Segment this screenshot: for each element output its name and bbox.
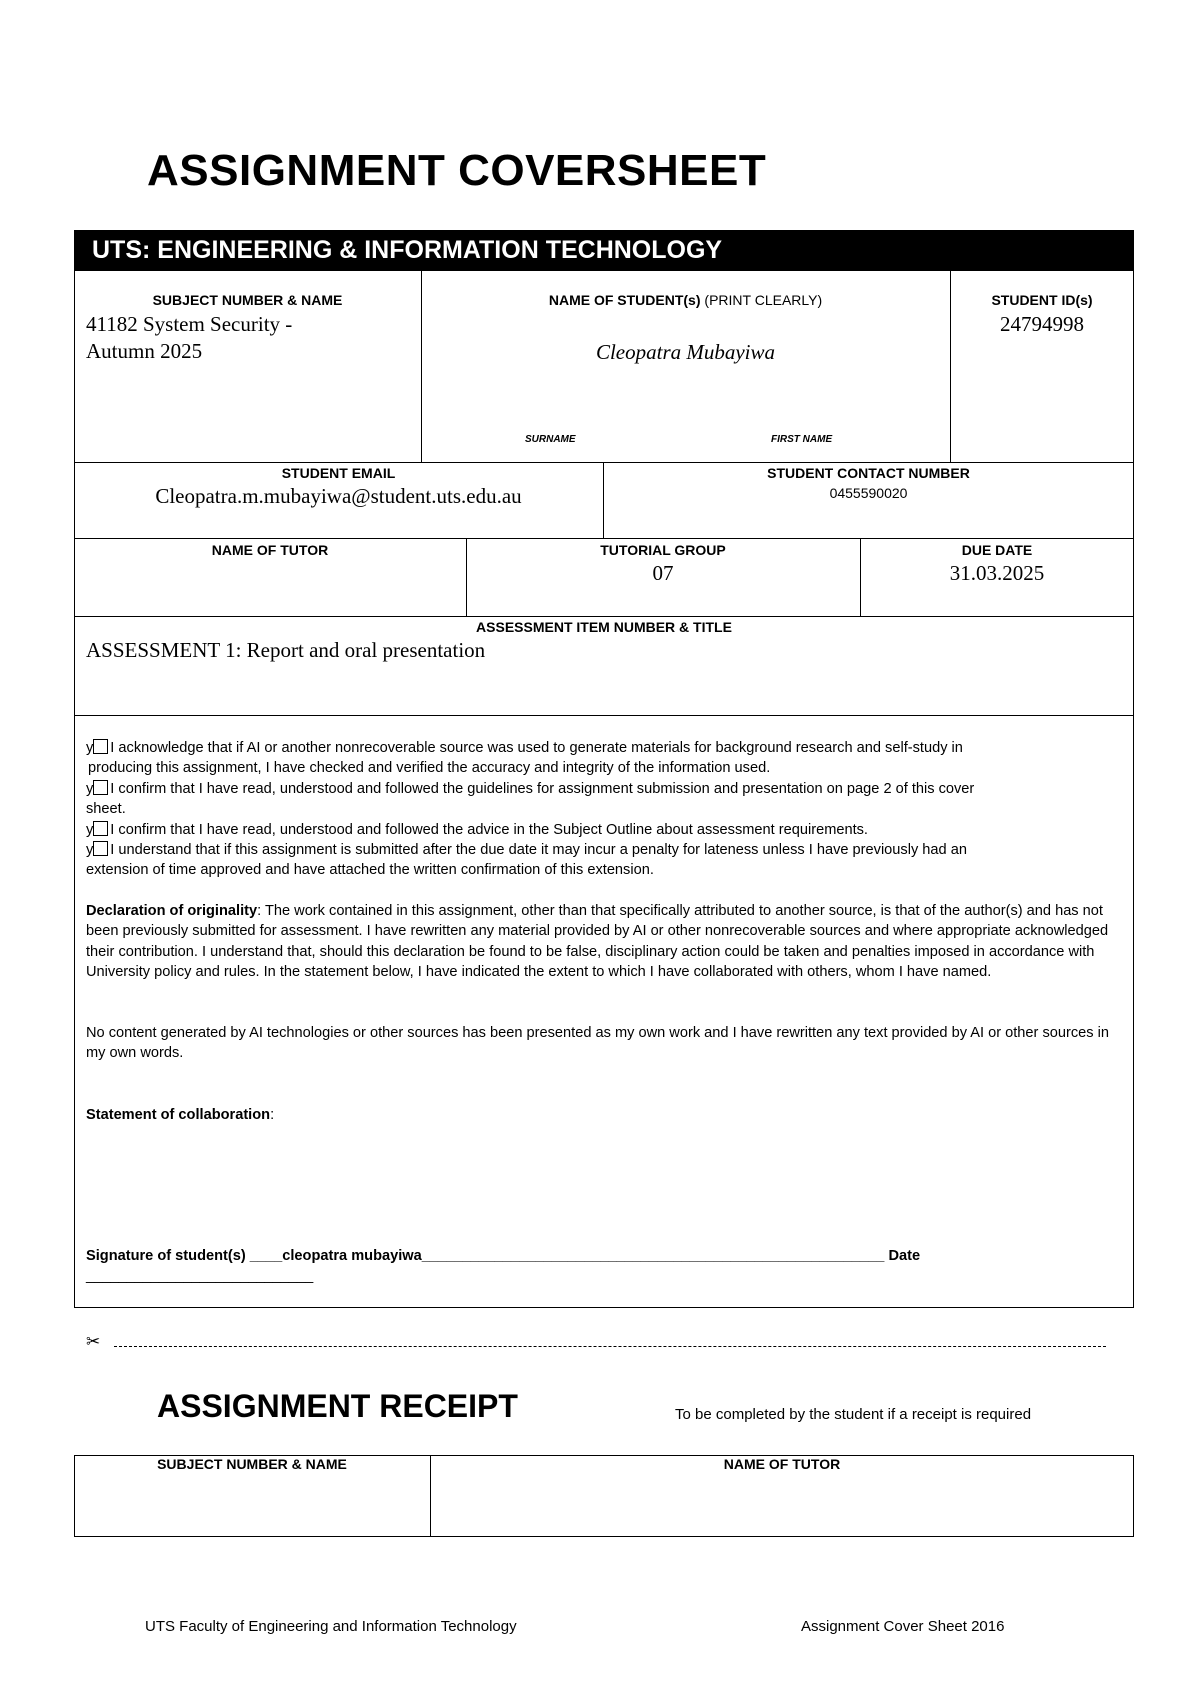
declaration-body: : The work contained in this assignment, other than that specifically attributed to another source, is that of the author(s) and has not been previously submitted for assessment. I have rewritten any material provided by AI or other nonrecoverable sources and where appropriate acknowledged their contribution. I understand that, should this declaration be found to be false, disciplinary action could be taken and penalties imposed in accordance with University policy and rules. In the statement below, I have indicated the extent to which I have collaborated with others, whom I have named. bbox=[86, 903, 1109, 981]
footer-right: Assignment Cover Sheet 2016 bbox=[801, 1618, 1005, 1635]
student-id-label: STUDENT ID(s) bbox=[991, 292, 1093, 308]
subject-value-line1[interactable]: 41182 System Security - bbox=[86, 312, 293, 336]
receipt-title: ASSIGNMENT RECEIPT bbox=[157, 1388, 518, 1424]
confirm-guidelines-checkbox[interactable] bbox=[93, 780, 108, 795]
acknowledge-ai-checkbox[interactable] bbox=[93, 739, 108, 754]
subject-value-line2[interactable]: Autumn 2025 bbox=[86, 339, 203, 363]
student-email-label: STUDENT EMAIL bbox=[281, 465, 396, 481]
collaboration-colon: : bbox=[270, 1107, 275, 1123]
page-title: ASSIGNMENT COVERSHEET bbox=[147, 146, 767, 195]
receipt-tutor-label: NAME OF TUTOR bbox=[723, 1456, 841, 1472]
surname-label: SURNAME bbox=[525, 434, 576, 445]
declaration-heading: Declaration of originality bbox=[86, 903, 258, 919]
checklist-mark: y bbox=[86, 842, 94, 859]
ai-statement: No content generated by AI technologies or other sources has been presented as my own work and I have rewritten any text provided by AI or other sources in my own words. bbox=[86, 1025, 1109, 1062]
first-name-label: FIRST NAME bbox=[771, 434, 833, 445]
assessment-label: ASSESSMENT ITEM NUMBER & TITLE bbox=[476, 619, 732, 635]
footer-left: UTS Faculty of Engineering and Information Technology bbox=[145, 1618, 517, 1635]
collaboration-statement bbox=[86, 1105, 274, 1125]
signature-line bbox=[86, 1246, 1126, 1266]
checklist-mark: y bbox=[86, 821, 94, 838]
contact-number-value[interactable]: 0455590020 bbox=[829, 485, 908, 501]
checklist-item bbox=[86, 738, 1126, 779]
signature-label: Signature of student(s) bbox=[86, 1248, 246, 1264]
checklist-text: I confirm that I have read, understood and followed the advice in the Subject Outline about assessment requirements. bbox=[110, 821, 868, 838]
student-email-value[interactable]: Cleopatra.m.mubayiwa@student.uts.edu.au bbox=[155, 484, 522, 508]
declaration-paragraph bbox=[86, 901, 1121, 983]
checklist bbox=[86, 738, 1126, 881]
signature-value[interactable]: ____cleopatra mubayiwa_________________________________________________________ bbox=[249, 1248, 885, 1264]
collaboration-label: Statement of collaboration bbox=[86, 1107, 271, 1123]
checklist-mark: y bbox=[86, 740, 94, 756]
student-id-value[interactable]: 24794998 bbox=[1000, 312, 1084, 336]
student-name-label: NAME OF STUDENT(s) (PRINT CLEARLY) bbox=[548, 292, 823, 308]
student-name-value[interactable]: Cleopatra Mubayiwa bbox=[595, 340, 776, 364]
tutorial-group-label: TUTORIAL GROUP bbox=[600, 542, 726, 558]
checklist-text: I confirm that I have read, understood and followed the guidelines for assignment submission and presentation on page 2 of this cover bbox=[110, 780, 975, 797]
cut-line bbox=[86, 1332, 1106, 1352]
late-penalty-checkbox[interactable] bbox=[93, 841, 108, 856]
receipt-note: To be completed by the student if a receipt is required bbox=[675, 1406, 1032, 1423]
checklist-text: I understand that if this assignment is submitted after the due date it may incur a penalty for lateness unless I have previously had an bbox=[110, 842, 967, 859]
checklist-text-cont: sheet. bbox=[86, 801, 126, 818]
contact-number-label: STUDENT CONTACT NUMBER bbox=[767, 465, 970, 481]
checklist-item bbox=[86, 820, 1126, 840]
due-date-label: DUE DATE bbox=[961, 542, 1033, 558]
tutor-label: NAME OF TUTOR bbox=[211, 542, 329, 558]
faculty-banner: UTS: ENGINEERING & INFORMATION TECHNOLOGY bbox=[74, 230, 1134, 271]
date-label: Date bbox=[888, 1248, 921, 1264]
date-line[interactable]: ____________________________ bbox=[86, 1268, 314, 1284]
checklist-text: I acknowledge that if AI or another nonrecoverable source was used to generate materials for background research and self-study in bbox=[110, 740, 963, 756]
receipt-subject-label: SUBJECT NUMBER & NAME bbox=[157, 1456, 347, 1472]
tutorial-group-value[interactable]: 07 bbox=[652, 561, 674, 585]
checklist-item bbox=[86, 840, 1126, 881]
assessment-value[interactable]: ASSESSMENT 1: Report and oral presentation bbox=[86, 638, 486, 662]
checklist-text-cont: extension of time approved and have attached the written confirmation of this extension. bbox=[86, 862, 654, 879]
checklist-item bbox=[86, 779, 1126, 820]
subject-label: SUBJECT NUMBER & NAME bbox=[152, 292, 343, 308]
checklist-text-cont: producing this assignment, I have checked and verified the accuracy and integrity of the information used. bbox=[88, 760, 771, 777]
confirm-outline-checkbox[interactable] bbox=[93, 821, 108, 836]
due-date-value[interactable]: 31.03.2025 bbox=[949, 561, 1045, 585]
checklist-mark: y bbox=[86, 780, 94, 797]
scissors-icon: ✂ bbox=[86, 1332, 101, 1352]
